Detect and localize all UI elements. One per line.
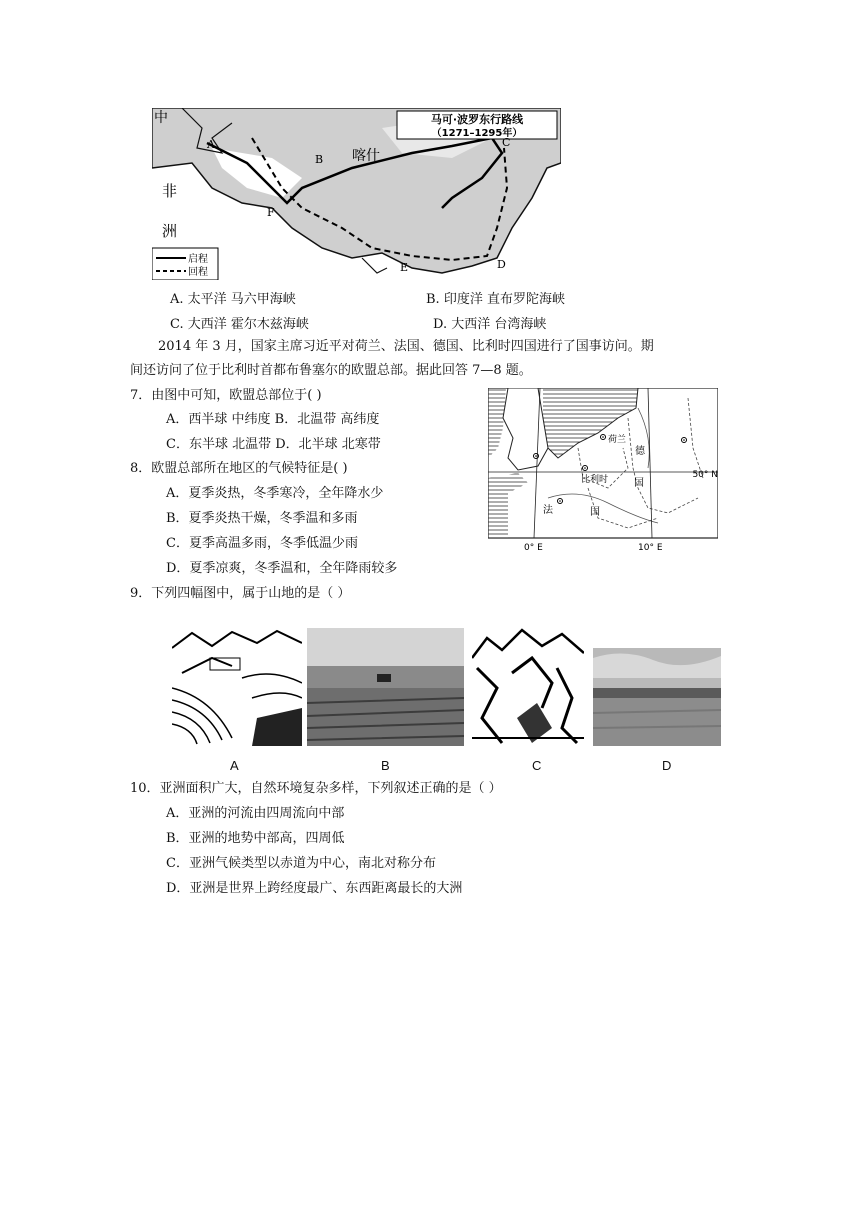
q10-option-d: D．亚洲是世界上跨经度最广、东西距离最长的大洲 bbox=[166, 881, 463, 896]
q6-option-a: A. 太平洋 马六甲海峡 bbox=[170, 292, 296, 307]
q6-option-c: C. 大西洋 霍尔木兹海峡 bbox=[170, 317, 309, 332]
label-zhou: 洲 bbox=[162, 222, 178, 240]
caption-a: A bbox=[230, 758, 239, 773]
legend-return: 回程 bbox=[188, 267, 208, 278]
point-c: C bbox=[502, 136, 511, 149]
q10-stem: 10．亚洲面积广大，自然环境复杂多样，下列叙述正确的是（ ） bbox=[130, 781, 502, 796]
label-helan: 荷兰 bbox=[608, 435, 627, 445]
map1-title: 马可·波罗东行路线 bbox=[430, 113, 524, 126]
label-fa: 法 bbox=[543, 505, 553, 516]
q8-option-b: B．夏季炎热干燥，冬季温和多雨 bbox=[166, 511, 358, 526]
marco-polo-route-map bbox=[152, 108, 561, 280]
label-fei: 非 bbox=[162, 182, 178, 200]
intro-line-1: 2014 年 3 月，国家主席习近平对荷兰、法国、德国、比利时四国进行了国事访问。期 bbox=[158, 339, 654, 354]
q7-stem: 7．由图中可知，欧盟总部位于( ) bbox=[130, 388, 322, 403]
lon0-label: 0° E bbox=[524, 543, 543, 553]
q10-option-c: C．亚洲气候类型以赤道为中心，南北对称分布 bbox=[166, 856, 436, 871]
caption-b: B bbox=[381, 758, 390, 773]
label-kashi: 喀什 bbox=[352, 148, 380, 164]
photo-c-mountains bbox=[472, 628, 584, 746]
q8-option-d: D．夏季凉爽，冬季温和，全年降雨较多 bbox=[166, 561, 398, 576]
q10-option-a: A．亚洲的河流由四周流向中部 bbox=[166, 806, 345, 821]
label-zhong: 中 bbox=[154, 110, 168, 126]
q10-option-b: B．亚洲的地势中部高，四周低 bbox=[166, 831, 345, 846]
point-d: D bbox=[497, 258, 506, 271]
q6-option-d: D. 大西洋 台湾海峡 bbox=[433, 317, 547, 332]
caption-d: D bbox=[662, 758, 672, 773]
point-b: B bbox=[315, 153, 324, 166]
q6-option-b: B. 印度洋 直布罗陀海峡 bbox=[426, 292, 565, 307]
caption-c: C bbox=[532, 758, 542, 773]
label-guo-1: 国 bbox=[634, 478, 644, 489]
point-e: E bbox=[400, 261, 409, 274]
label-bilishi: 比利时 bbox=[581, 475, 609, 485]
route-map-graphic bbox=[152, 108, 561, 280]
point-f: F bbox=[267, 206, 275, 219]
q8-option-c: C．夏季高温多雨，冬季低温少雨 bbox=[166, 536, 358, 551]
legend-outbound: 启程 bbox=[188, 254, 208, 265]
label-de: 德 bbox=[635, 446, 645, 457]
label-guo-2: 国 bbox=[590, 507, 600, 518]
intro-line-2: 间还访问了位于比利时首都布鲁塞尔的欧盟总部。据此回答 7—8 题。 bbox=[130, 363, 532, 378]
lat-label: 50° N bbox=[692, 470, 718, 480]
europe-map-graphic bbox=[488, 388, 718, 553]
photo-a-terraces bbox=[172, 628, 302, 746]
europe-map bbox=[488, 388, 718, 553]
q7-options-1: A．西半球 中纬度 B．北温带 高纬度 bbox=[166, 412, 380, 427]
q9-stem: 9．下列四幅图中，属于山地的是（ ） bbox=[130, 586, 351, 601]
lon10-label: 10° E bbox=[638, 543, 663, 553]
q8-option-a: A．夏季炎热，冬季寒冷，全年降水少 bbox=[166, 486, 384, 501]
point-a: A bbox=[207, 138, 215, 151]
q7-options-2: C．东半球 北温带 D．北半球 北寒带 bbox=[166, 437, 381, 452]
q8-stem: 8．欧盟总部所在地区的气候特征是( ) bbox=[130, 461, 348, 476]
photo-d-grassland bbox=[593, 628, 721, 746]
photo-b-plain bbox=[307, 628, 464, 746]
map1-years: （1271–1295年） bbox=[431, 128, 523, 139]
